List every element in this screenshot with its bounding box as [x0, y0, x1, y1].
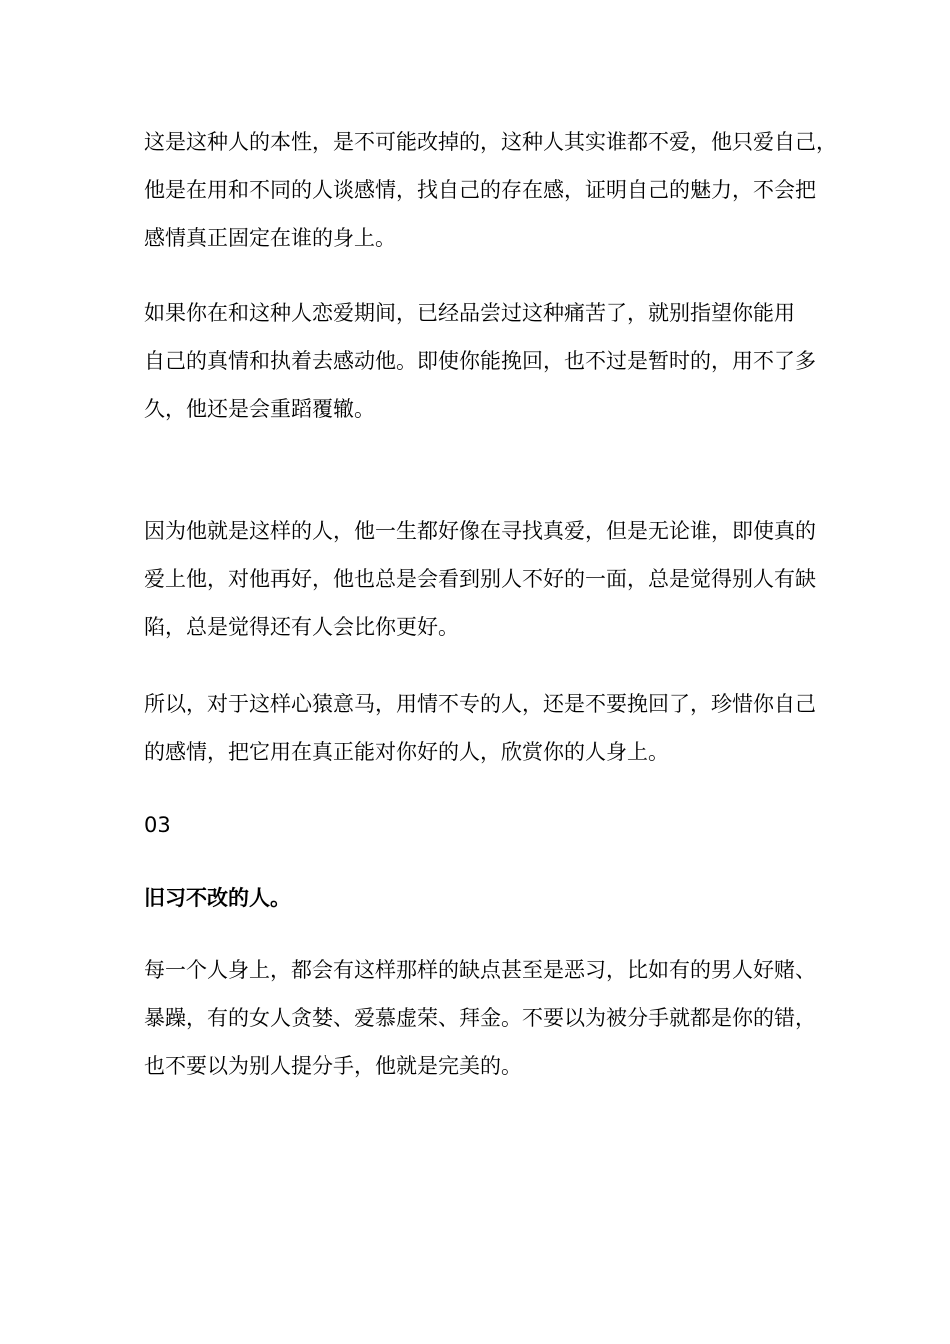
paragraph-line: 久，他还是会重蹈覆辙。 [144, 397, 375, 421]
paragraph-line: 自己的真情和执着去感动他。即使你能挽回，也不过是暂时的，用不了多 [144, 349, 816, 373]
paragraph-line: 每一个人身上，都会有这样那样的缺点甚至是恶习，比如有的男人好赌、 [144, 958, 816, 982]
paragraph-4 [144, 680, 824, 776]
section-heading-text: 旧习不改的人。 [144, 886, 291, 910]
paragraph-line: 爱上他，对他再好，他也总是会看到别人不好的一面，总是觉得别人有缺 [144, 567, 816, 591]
paragraph-1 [144, 118, 837, 262]
paragraph-line: 因为他就是这样的人，他一生都好像在寻找真爱，但是无论谁，即使真的 [144, 519, 816, 543]
paragraph-line: 他是在用和不同的人谈感情，找自己的存在感，证明自己的魅力，不会把 [144, 178, 816, 202]
paragraph-5 [144, 946, 824, 1090]
paragraph-line: 也不要以为别人提分手，他就是完美的。 [144, 1054, 522, 1078]
paragraph-line: 这是这种人的本性，是不可能改掉的，这种人其实谁都不爱，他只爱自己， [144, 130, 837, 154]
section-number-text: 03 [144, 813, 171, 837]
section-number [144, 801, 824, 849]
paragraph-2 [144, 289, 824, 433]
section-heading [144, 874, 824, 922]
paragraph-line: 感情真正固定在谁的身上。 [144, 226, 396, 250]
paragraph-line: 所以，对于这样心猿意马，用情不专的人，还是不要挽回了，珍惜你自己 [144, 692, 816, 716]
paragraph-3 [144, 507, 824, 651]
paragraph-line: 的感情，把它用在真正能对你好的人，欣赏你的人身上。 [144, 740, 669, 764]
paragraph-line: 如果你在和这种人恋爱期间，已经品尝过这种痛苦了，就别指望你能用 [144, 301, 795, 325]
paragraph-line: 暴躁，有的女人贪婪、爱慕虚荣、拜金。不要以为被分手就都是你的错， [144, 1006, 816, 1030]
paragraph-line: 陷，总是觉得还有人会比你更好。 [144, 615, 459, 639]
